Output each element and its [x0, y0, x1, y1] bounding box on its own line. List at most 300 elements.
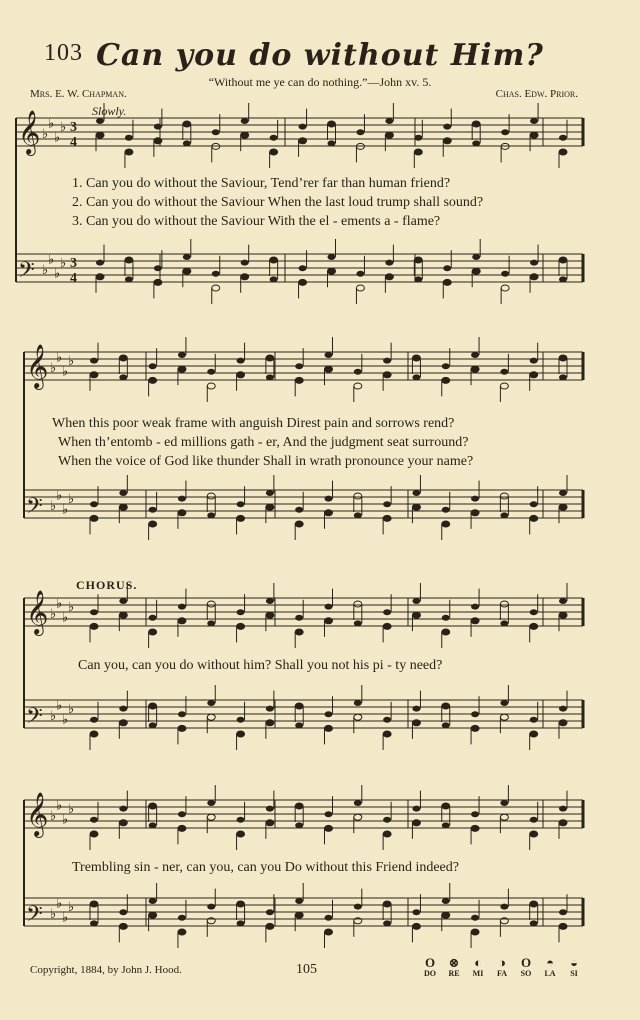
treble-clef-icon: 𝄞: [26, 792, 49, 836]
flat-icon: ♭: [50, 708, 57, 723]
note-head: [472, 254, 480, 260]
note-head: [207, 493, 215, 499]
flat-icon: ♭: [62, 811, 69, 827]
note-head: [354, 369, 362, 375]
note-head: [207, 369, 215, 375]
note-head: [207, 620, 215, 626]
note-head: [237, 515, 245, 521]
note-head: [325, 618, 333, 624]
note-head: [471, 618, 479, 624]
note-head: [442, 521, 450, 527]
note-head: [90, 717, 98, 723]
note-head: [501, 285, 509, 291]
note-head: [295, 803, 303, 809]
note-head: [149, 803, 157, 809]
note-head: [183, 121, 191, 127]
note-head: [530, 831, 538, 837]
note-head: [325, 915, 333, 921]
note-head: [125, 276, 133, 282]
time-signature-bottom: 4: [70, 271, 77, 286]
note-head: [295, 507, 303, 513]
flat-icon: ♭: [68, 599, 75, 614]
note-head: [90, 731, 98, 737]
note-head: [119, 923, 127, 929]
note-head: [241, 274, 249, 280]
note-head: [178, 929, 186, 935]
solfege-si: ◒ SI: [570, 955, 578, 978]
note-head: [241, 132, 249, 138]
note-head: [414, 276, 422, 282]
flat-icon: ♭: [48, 251, 55, 267]
note-head: [354, 512, 362, 518]
note-head: [383, 920, 391, 926]
note-head: [207, 383, 215, 389]
note-head: [178, 825, 186, 831]
note-head: [295, 912, 303, 918]
note-head: [500, 493, 508, 499]
note-head: [96, 118, 104, 124]
note-head: [270, 276, 278, 282]
note-head: [472, 268, 480, 274]
note-head: [530, 260, 538, 266]
solfege-so: O SO: [520, 955, 532, 978]
hymn-title: Can you do without Him?: [96, 38, 544, 73]
note-head: [500, 601, 508, 607]
hymn-number: 103: [44, 40, 83, 66]
note-head: [530, 731, 538, 737]
flat-icon: ♭: [50, 498, 57, 513]
note-head: [149, 703, 157, 709]
note-head: [530, 609, 538, 615]
verse-1-line-1: 1. Can you do without the Saviour, Tend’rer far than human friend?: [72, 176, 451, 191]
note-head: [90, 609, 98, 615]
note-head: [149, 363, 157, 369]
note-head: [295, 629, 303, 635]
note-head: [325, 352, 333, 358]
note-head: [207, 700, 215, 706]
note-head: [90, 515, 98, 521]
note-head: [328, 254, 336, 260]
note-head: [96, 132, 104, 138]
copyright-notice: Copyright, 1884, by John J. Hood.: [30, 964, 182, 976]
note-head: [559, 504, 567, 510]
note-head: [241, 118, 249, 124]
note-head: [530, 920, 538, 926]
note-head: [90, 920, 98, 926]
note-head: [241, 260, 249, 266]
note-head: [125, 257, 133, 263]
note-head: [178, 604, 186, 610]
note-head: [412, 504, 420, 510]
flat-icon: ♭: [68, 701, 75, 716]
flat-icon: ♭: [68, 801, 75, 816]
note-head: [559, 923, 567, 929]
verse-1-line-2: When this poor weak frame with anguish Direst pain and sorrows rend?: [52, 416, 455, 431]
time-signature-bottom: 4: [70, 135, 77, 150]
note-head: [383, 515, 391, 521]
note-head: [412, 923, 420, 929]
flat-icon: ♭: [60, 255, 67, 270]
note-head: [356, 271, 364, 277]
note-head: [212, 285, 220, 291]
note-head: [471, 496, 479, 502]
note-head: [354, 383, 362, 389]
note-head: [530, 118, 538, 124]
note-head: [266, 706, 274, 712]
note-head: [237, 372, 245, 378]
note-head: [442, 822, 450, 828]
composer-credit: Chas. Edw. Prior.: [495, 88, 578, 100]
note-head: [266, 490, 274, 496]
note-head: [530, 817, 538, 823]
note-head: [559, 490, 567, 496]
note-head: [471, 915, 479, 921]
note-head: [237, 831, 245, 837]
flat-icon: ♭: [42, 262, 49, 277]
note-head: [383, 831, 391, 837]
solfege-fa: ◑ FA: [496, 955, 508, 978]
note-head: [125, 135, 133, 141]
note-head: [237, 920, 245, 926]
note-head: [149, 615, 157, 621]
note-head: [471, 352, 479, 358]
flat-icon: ♭: [56, 697, 63, 713]
note-head: [354, 620, 362, 626]
note-head: [471, 366, 479, 372]
note-head: [270, 257, 278, 263]
note-head: [178, 366, 186, 372]
note-head: [385, 132, 393, 138]
note-head: [266, 909, 274, 915]
note-head: [471, 929, 479, 935]
note-head: [472, 121, 480, 127]
note-head: [119, 806, 127, 812]
note-head: [354, 493, 362, 499]
note-head: [237, 609, 245, 615]
note-head: [178, 915, 186, 921]
note-head: [183, 254, 191, 260]
note-head: [270, 149, 278, 155]
note-head: [530, 501, 538, 507]
note-head: [299, 138, 307, 144]
note-head: [412, 820, 420, 826]
flat-icon: ♭: [56, 487, 63, 503]
flat-icon: ♭: [60, 119, 67, 134]
note-head: [237, 731, 245, 737]
note-head: [119, 504, 127, 510]
note-head: [119, 490, 127, 496]
note-head: [149, 912, 157, 918]
note-head: [178, 725, 186, 731]
note-head: [295, 722, 303, 728]
note-head: [328, 121, 336, 127]
flat-icon: ♭: [54, 129, 61, 145]
note-head: [178, 496, 186, 502]
note-head: [530, 372, 538, 378]
note-head: [383, 358, 391, 364]
note-head: [442, 629, 450, 635]
note-head: [530, 515, 538, 521]
note-head: [385, 118, 393, 124]
note-head: [559, 257, 567, 263]
note-head: [559, 355, 567, 361]
note-head: [412, 374, 420, 380]
note-head: [119, 355, 127, 361]
note-head: [149, 521, 157, 527]
note-head: [500, 904, 508, 910]
verse-2-line-2: When th’entomb - ed millions gath - er, And the judgment seat surround?: [58, 435, 469, 450]
note-head: [90, 501, 98, 507]
lyricist-credit: Mrs. E. W. Chapman.: [30, 88, 127, 100]
note-head: [443, 265, 451, 271]
note-head: [90, 831, 98, 837]
solfege-re: ⊗ RE: [448, 955, 460, 978]
note-head: [500, 714, 508, 720]
note-head: [559, 276, 567, 282]
time-signature-top: 3: [70, 120, 77, 135]
note-head: [295, 822, 303, 828]
note-head: [207, 814, 215, 820]
note-head: [530, 358, 538, 364]
note-head: [442, 912, 450, 918]
note-head: [471, 604, 479, 610]
note-head: [414, 149, 422, 155]
note-head: [500, 700, 508, 706]
flat-icon: ♭: [62, 363, 69, 379]
note-head: [295, 363, 303, 369]
note-head: [559, 374, 567, 380]
note-head: [501, 271, 509, 277]
note-head: [90, 623, 98, 629]
note-head: [270, 135, 278, 141]
note-head: [383, 901, 391, 907]
solfege-do: O DO: [424, 955, 436, 978]
note-head: [149, 629, 157, 635]
note-head: [237, 358, 245, 364]
note-head: [154, 279, 162, 285]
note-head: [559, 909, 567, 915]
note-head: [325, 366, 333, 372]
note-head: [295, 898, 303, 904]
note-head: [178, 352, 186, 358]
note-head: [178, 711, 186, 717]
bass-clef-icon: 𝄢: [26, 494, 43, 524]
note-head: [328, 140, 336, 146]
note-head: [559, 720, 567, 726]
note-head: [442, 363, 450, 369]
note-head: [266, 923, 274, 929]
note-head: [325, 711, 333, 717]
note-head: [414, 135, 422, 141]
note-head: [412, 706, 420, 712]
flat-icon: ♭: [42, 126, 49, 141]
treble-clef-icon: 𝄞: [26, 344, 49, 388]
bass-clef-icon: 𝄢: [26, 902, 43, 932]
note-head: [500, 512, 508, 518]
note-head: [295, 521, 303, 527]
note-head: [266, 598, 274, 604]
solfege-mi: ◐ MI: [472, 955, 484, 978]
note-head: [500, 620, 508, 626]
note-head: [471, 725, 479, 731]
note-head: [90, 372, 98, 378]
flat-icon: ♭: [56, 595, 63, 611]
note-head: [472, 140, 480, 146]
note-head: [383, 372, 391, 378]
note-head: [119, 720, 127, 726]
note-head: [119, 820, 127, 826]
note-head: [354, 904, 362, 910]
note-head: [212, 129, 220, 135]
note-head: [412, 598, 420, 604]
note-head: [354, 814, 362, 820]
note-head: [443, 279, 451, 285]
bass-clef-icon: 𝄢: [26, 704, 43, 734]
note-head: [237, 501, 245, 507]
note-head: [530, 901, 538, 907]
note-head: [237, 623, 245, 629]
note-head: [119, 706, 127, 712]
note-head: [385, 274, 393, 280]
note-head: [325, 825, 333, 831]
note-head: [266, 820, 274, 826]
note-head: [442, 722, 450, 728]
note-head: [412, 490, 420, 496]
note-head: [149, 377, 157, 383]
note-head: [383, 501, 391, 507]
flat-icon: ♭: [62, 501, 69, 517]
verse-3-line-1: 3. Can you do without the Saviour With the el - ements a - flame?: [72, 214, 441, 229]
note-head: [530, 132, 538, 138]
note-head: [154, 265, 162, 271]
note-head: [354, 714, 362, 720]
note-head: [183, 268, 191, 274]
page-number: 105: [296, 962, 317, 977]
note-head: [412, 355, 420, 361]
note-head: [443, 124, 451, 130]
note-head: [471, 825, 479, 831]
note-head: [559, 598, 567, 604]
note-head: [328, 268, 336, 274]
note-head: [356, 129, 364, 135]
note-head: [559, 806, 567, 812]
flat-icon: ♭: [56, 895, 63, 911]
solfege-la: ◓ LA: [544, 955, 556, 978]
flat-icon: ♭: [62, 609, 69, 625]
epigraph: “Without me ye can do nothing.”—John xv. 5.: [208, 75, 432, 89]
note-head: [325, 929, 333, 935]
note-head: [500, 800, 508, 806]
note-head: [354, 800, 362, 806]
flat-icon: ♭: [50, 360, 57, 375]
note-head: [295, 377, 303, 383]
note-head: [149, 898, 157, 904]
flat-icon: ♭: [54, 265, 61, 281]
note-head: [325, 811, 333, 817]
note-head: [212, 271, 220, 277]
note-head: [149, 822, 157, 828]
note-head: [207, 800, 215, 806]
flat-icon: ♭: [56, 349, 63, 365]
note-head: [559, 612, 567, 618]
note-head: [154, 138, 162, 144]
note-head: [412, 909, 420, 915]
note-head: [530, 717, 538, 723]
flat-icon: ♭: [62, 909, 69, 925]
verse-2-line-1: 2. Can you do without the Saviour When the last loud trump shall sound?: [72, 195, 484, 210]
note-head: [266, 355, 274, 361]
flat-icon: ♭: [48, 115, 55, 131]
note-head: [299, 265, 307, 271]
tempo-marking: Slowly.: [92, 104, 127, 118]
note-head: [266, 806, 274, 812]
note-head: [500, 369, 508, 375]
note-head: [96, 274, 104, 280]
note-head: [325, 510, 333, 516]
note-head: [471, 510, 479, 516]
note-head: [412, 720, 420, 726]
note-head: [207, 714, 215, 720]
note-head: [530, 274, 538, 280]
note-head: [154, 124, 162, 130]
note-head: [325, 496, 333, 502]
note-head: [354, 700, 362, 706]
solfege-key: [418, 956, 588, 981]
note-head: [125, 149, 133, 155]
note-head: [471, 811, 479, 817]
note-head: [559, 706, 567, 712]
note-head: [237, 717, 245, 723]
note-head: [442, 507, 450, 513]
note-head: [266, 612, 274, 618]
note-head: [383, 731, 391, 737]
note-head: [500, 814, 508, 820]
note-head: [178, 618, 186, 624]
note-head: [90, 358, 98, 364]
chorus-line-2: Trembling sin - ner, can you, can you Do without this Friend indeed?: [72, 860, 459, 875]
note-head: [500, 383, 508, 389]
note-head: [149, 722, 157, 728]
flat-icon: ♭: [50, 906, 57, 921]
note-head: [96, 260, 104, 266]
chorus-label: CHORUS.: [76, 578, 138, 592]
note-head: [295, 703, 303, 709]
flat-icon: ♭: [68, 899, 75, 914]
note-head: [183, 140, 191, 146]
note-head: [442, 377, 450, 383]
note-head: [354, 601, 362, 607]
note-head: [442, 615, 450, 621]
note-head: [325, 604, 333, 610]
note-head: [119, 598, 127, 604]
note-head: [295, 615, 303, 621]
bass-clef-icon: 𝄢: [18, 258, 35, 288]
treble-clef-icon: 𝄞: [26, 590, 49, 634]
note-head: [559, 135, 567, 141]
note-head: [383, 717, 391, 723]
note-head: [90, 901, 98, 907]
note-head: [299, 279, 307, 285]
treble-clef-icon: 𝄞: [18, 110, 41, 154]
note-head: [149, 507, 157, 513]
note-head: [442, 803, 450, 809]
note-head: [325, 725, 333, 731]
flat-icon: ♭: [68, 353, 75, 368]
note-head: [442, 703, 450, 709]
note-head: [266, 504, 274, 510]
note-head: [414, 257, 422, 263]
note-head: [119, 374, 127, 380]
